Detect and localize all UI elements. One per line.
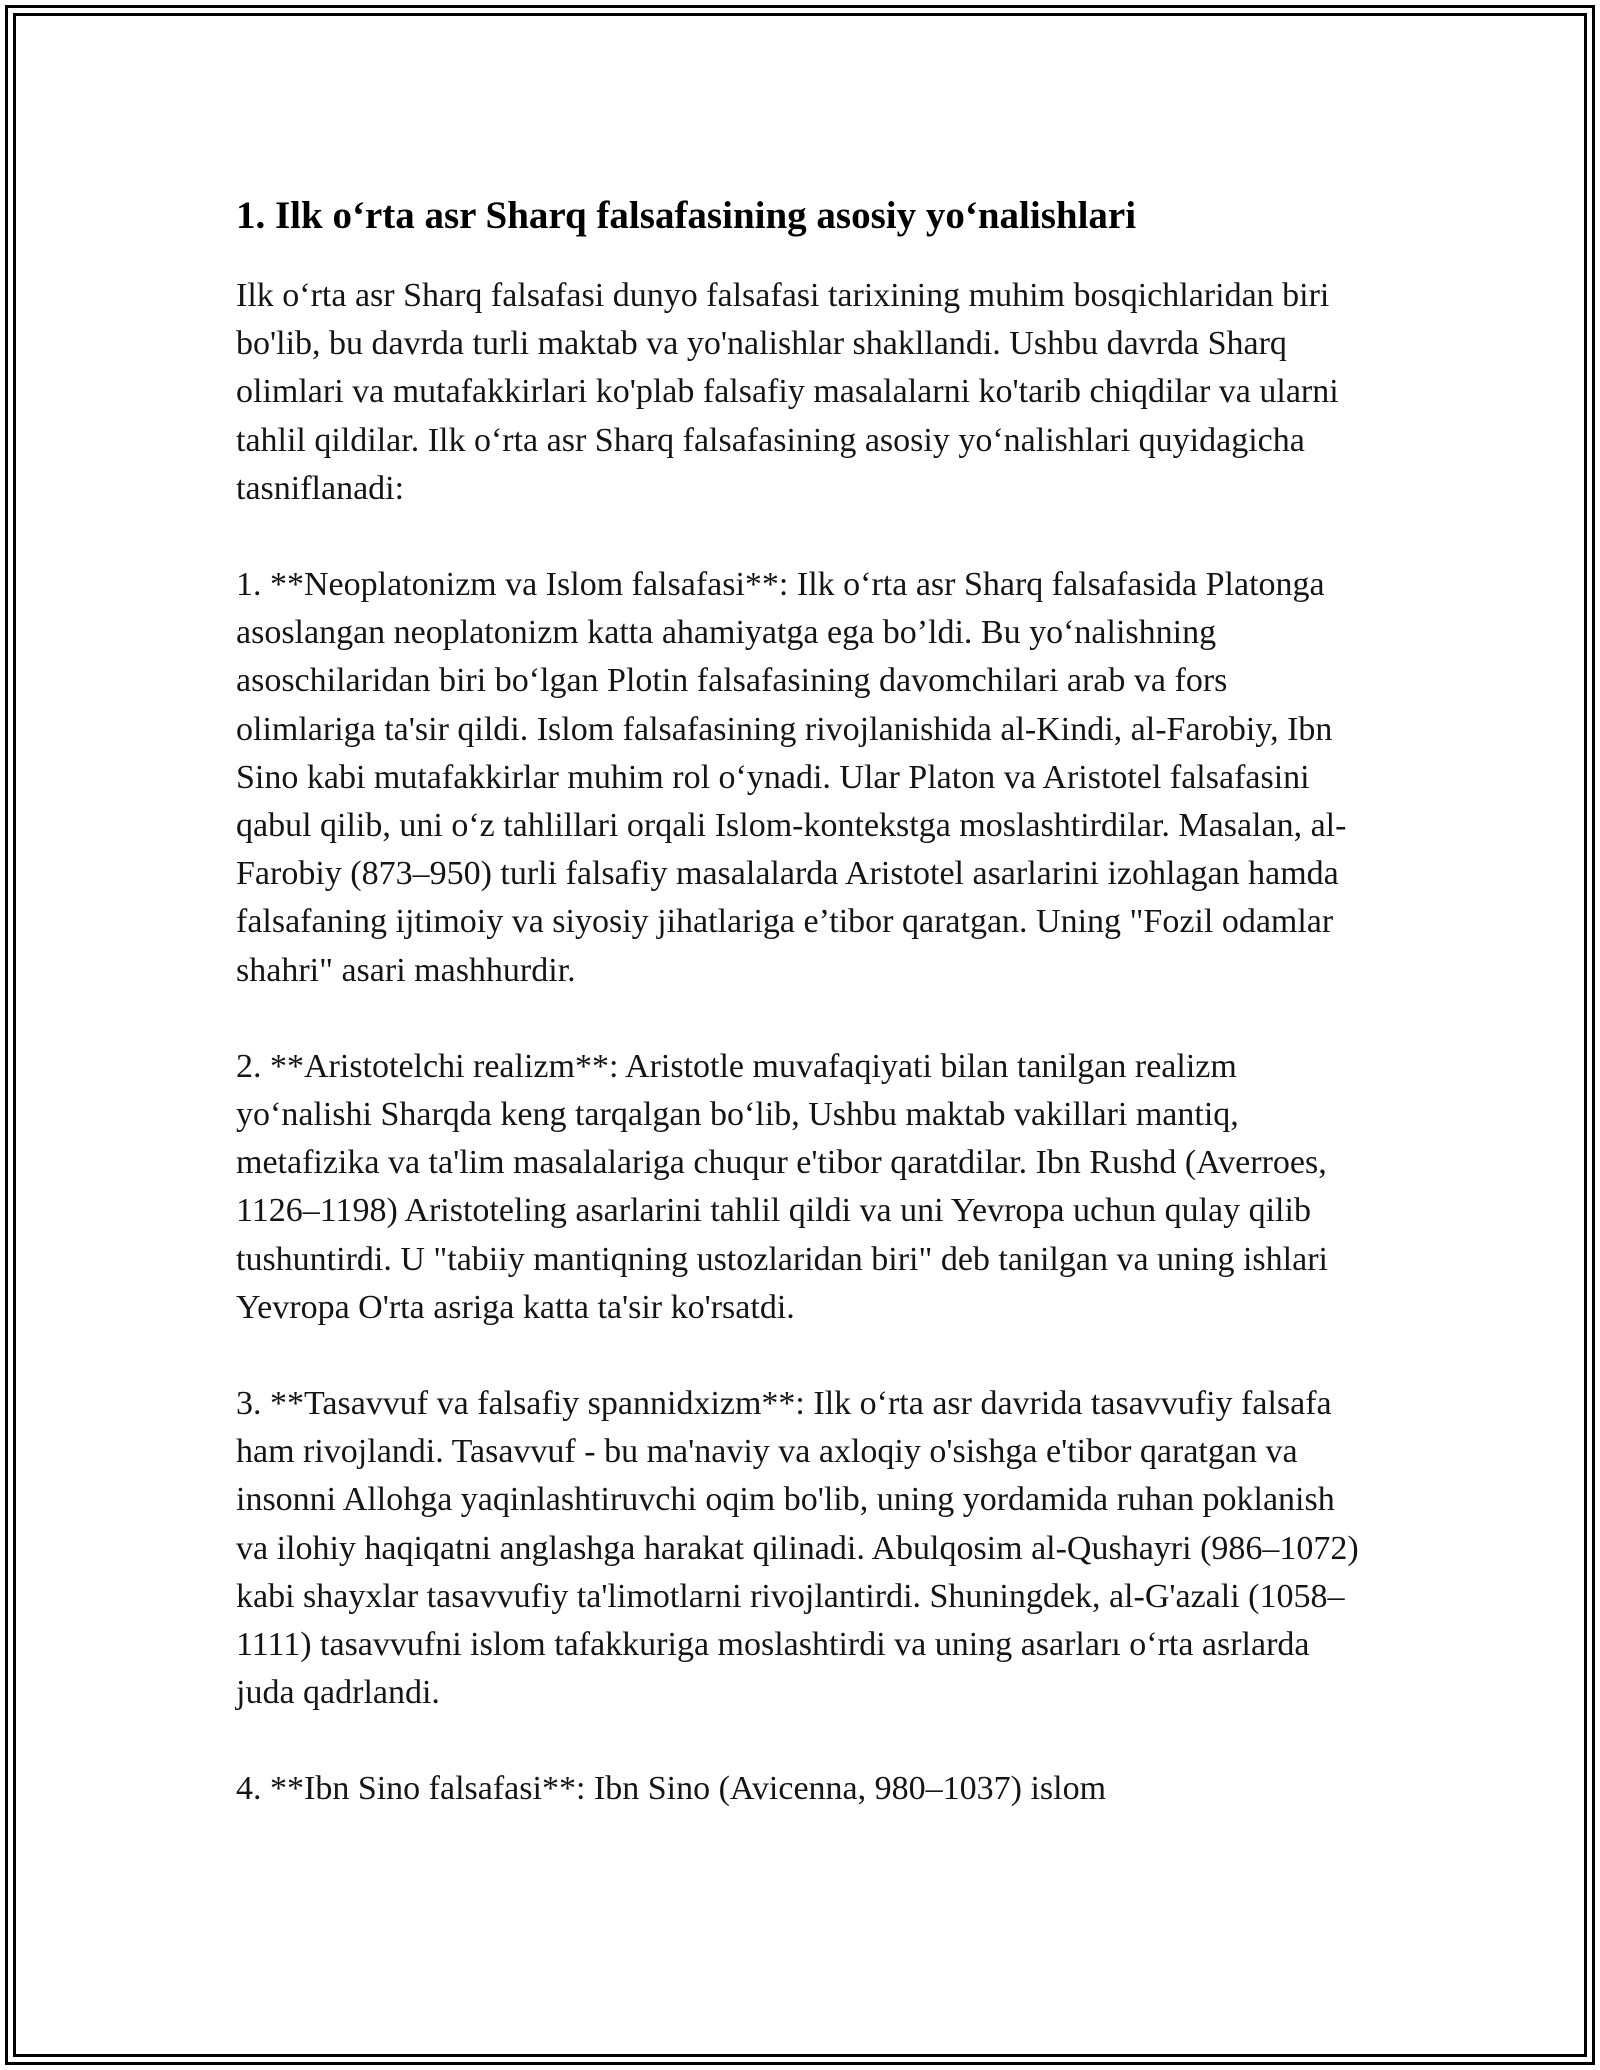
intro-paragraph: Ilk o‘rta asr Sharq falsafasi dunyo falsafasi tarixining muhim bosqichlaridan biri bo'lib, bu davrda turli maktab va yo'nalishlar shakllandi. Ushbu davrda Sharq olimlari va mutafakkirlari ko'plab falsafiy masalalarni ko'tarib chiqdilar va ularni tahlil qildilar. Ilk o‘rta asr Sharq falsafasining asosiy yo‘nalishlari quyidagicha tasniflanadi: (236, 277, 1339, 507)
paragraph-ibn-sino: 4. **Ibn Sino falsafasi**: Ibn Sino (Avicenna, 980–1037) islom (236, 1770, 1107, 1808)
paragraph-neoplatonism: 1. **Neoplatonizm va Islom falsafasi**: Ilk o‘rta asr Sharq falsafasida Platonga asoslangan neoplatonizm katta ahamiyatga ega bo’ldi. Bu yo‘nalishning asoschilaridan biri bo‘lgan Plotin falsafasining davomchilari arab va fors olimlariga ta'sir qildi. Islom falsafasining rivojlanishida al-Kindi, al-Farobiy, Ibn Sino kabi mutafakkirlar muhim rol o‘ynadi. Ular Platon va Aristotel falsafasini qabul qilib, uni o‘z tahlillari orqali Islom-kontekstga moslashtirdilar. Masalan, al-Farobiy (873–950) turli falsafiy masalalarda Aristotel asarlarini izohlagan hamda falsafaning ijtimoiy va siyosiy jihatlariga e’tibor qaratgan. Uning "Fozil odamlar shahri" asari mashhurdir. (236, 566, 1347, 989)
document-body (236, 188, 1366, 1862)
section-heading: 1. Ilk o‘rta asr Sharq falsafasining asosiy yo‘nalishlari (236, 194, 1137, 237)
paragraph-aristotelian-realism: 2. **Aristotelchi realizm**: Aristotle muvafaqiyati bilan tanilgan realizm yo‘nalishi Sharqda keng tarqalgan bo‘lib, Ushbu maktab vakillari mantiq, metafizika va ta'lim masalalariga chuqur e'tibor qaratdilar. Ibn Rushd (Averroes, 1126–1198) Aristoteling asarlarini tahlil qildi va uni Yevropa uchun qulay qilib tushuntirdi. U "tabiiy mantiqning ustozlaridan biri" deb tanilgan va uning ishlari Yevropa O'rta asriga katta ta'sir ko'rsatdi. (236, 1047, 1328, 1326)
paragraph-sufism: 3. **Tasavvuf va falsafiy spannidxizm**: Ilk o‘rta asr davrida tasavvufiy falsafa ham rivojlandi. Tasavvuf - bu ma'naviy va axloqiy o'sishga e'tibor qaratgan va insonni Allohga yaqinlashtiruvchi oqim bo'lib, uning yordamida ruhan poklanish va ilohiy haqiqatni anglashga harakat qilinadi. Abulqosim al-Qushayri (986–1072) kabi shayxlar tasavvufiy ta'limotlarni rivojlantirdi. Shuningdek, al-G'azali (1058–1111) tasavvufni islom tafakkuriga moslashtirdi va uning asarları o‘rta asrlarda juda qadrlandi. (236, 1385, 1359, 1712)
